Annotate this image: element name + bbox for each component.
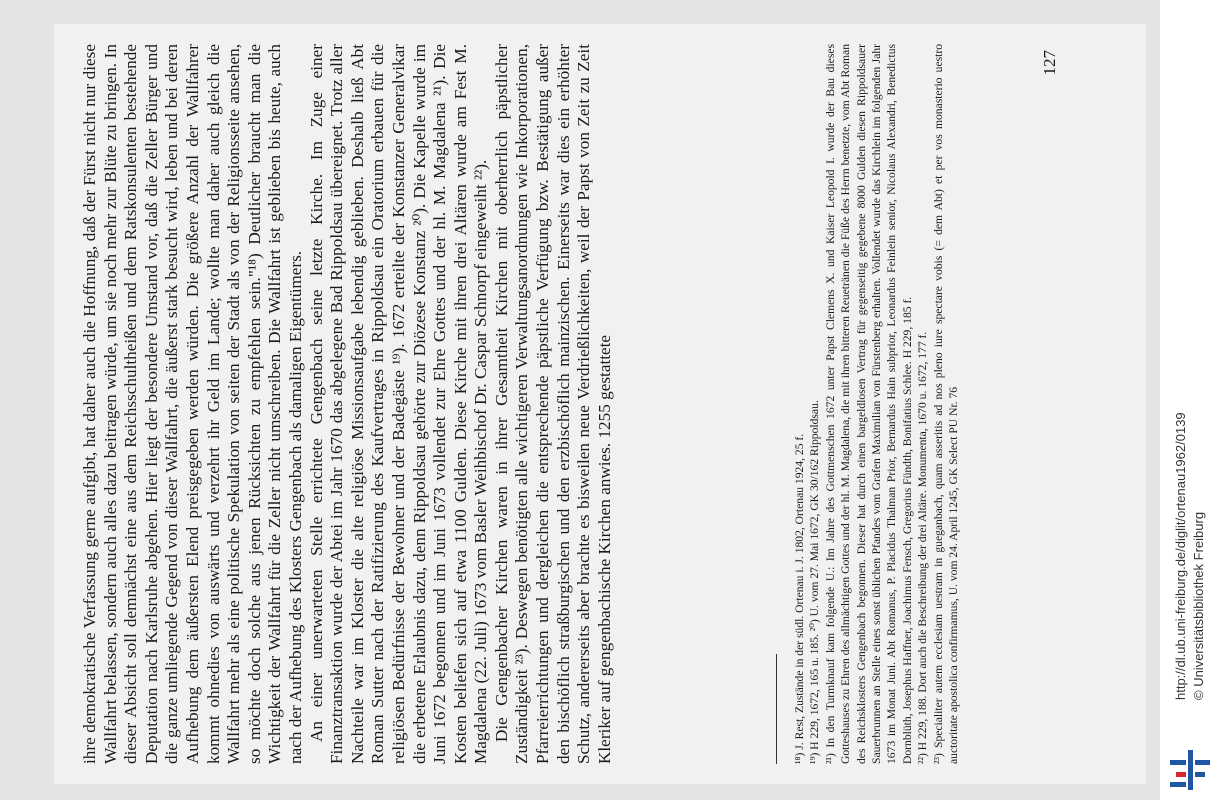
page-number: 127: [1040, 50, 1059, 76]
footnote-21: ²¹) In den Turmknauf kam folgende U.: Im Jahre des Gottmenschen 1672 unter Papst Clemens X. und Kaiser Leopold I. wurde der Bau dieses Gotteshauses zu Ehren des allmächtigen Gottes und der hl. M. Magdalena, die mit ihren bitteren Reuetränen die Füße des Herrn benetzte, vom Abt Roman des Reichsklosters Gengenbach begonnen. Dieser hat durch einen bargeldlosen Vertrag für gegenseitig gegebene 8000 Gulden diesen Rippoldsauer Sauerbrunnen an Stelle eines sonst üblichen Pfandes vom Grafen Maximilian von Fürstenberg erhalten. Vollendet wurde das Kirchlein im folgenden Jahr 1673 im Monat Juni. Abt Romanus, P. Placidus Thalman Prior, Bernardus Hain subprior, Leonardus Feinlein senior, Nicolaus Alexandri, Benedictus Dornblüth, Josephus Haffner, Joachimus Fensch, Gregorius Fündth, Bonifatius Schlee. H 229, 185 f.: [823, 44, 914, 764]
footnotes: [792, 44, 961, 764]
paragraph-1: ihre demokratische Verfassung gerne aufgibt, hat daher auch die Hoffnung, daß der Fürst nicht nur diese Wallfahrt belassen, sondern auch alles dazu beitragen würde, um sie noch mehr zur Blüte zu bringen. In dieser Absicht soll demnächst eine aus dem Reichsschultheißen und dem Ratskonsulenten bestehende Deputation nach Karlsruhe abgehen. Hier liegt der besondere Umstand vor, daß die Zeller Bürger und die ganze umliegende Gegend von dieser Wallfahrt, die äußerst stark besucht wird, leben und bei deren Aufhebung dem äußersten Elend preisgegeben werden würden. Die größere Anzahl der Wallfahrer kommt ohnedies von auswärts und verzehrt ihr Geld im Lande; wollte man daher auch gleich die Wallfahrt mehr als eine politische Spekulation von seiten der Stadt als von der Religionsseite ansehen, so möchte doch solche aus jenen Rücksichten zu empfehlen sein."¹⁸) Deutlicher braucht man die Wichtigkeit der Wallfahrt für die Zeller nicht umschreiben. Die Wallfahrt ist geblieben bis heute, auch nach der Aufhebung des Klosters Gengenbach als damaligen Eigentümers.: [80, 44, 305, 764]
source-url[interactable]: http://dl.ub.uni-freiburg.de/diglit/ortenau1962/0139: [1173, 412, 1188, 700]
sidebar-text: [1172, 10, 1216, 700]
footnote-18: ¹⁸) J. Rest, Zustände in der südl. Ortenau i. J. 1802, Ortenau 1924, 25 f.: [793, 433, 806, 764]
paragraph-3: Die Gengenbacher Kirchen waren in ihrer Gesamtheit Kirchen mit oberherrlich päpstlicher Zuständigkeit ²³). Deswegen benötigten alle wichtigeren Verwaltungsanordnungen wie Inkorporationen, Pfarreierrichtungen und dergleichen die entsprechende päpstliche Verfügung bzw. Bestätigung außer den bischöflich straßburgischen und den erzbischöflich mainzischen. Einerseits war dies ein erhöhter Schutz, andererseits aber brachte es bisweilen neue Verdrießlichkeiten, weil der Papst von Zeit zu Zeit Kleriker auf gengenbachische Kirchen anwies. 1255 gestattete: [491, 44, 614, 764]
footnote-22: ²²) H 229, 188. Dort auch die Beschreibung der drei Altäre. Monumenta, 1670 u. 1672, 177 f.: [916, 331, 930, 764]
footnote-19-20: ¹⁹) H 229, 1672, 165 u. 185. ²⁰) U. vom 27. Mai 1672, GK 30/162 Rippoldsau.: [808, 400, 822, 764]
footnote-23: ²³) Specialiter autem ecclesiam uestram in gueganbach, quam asseritis ad nos pleno iure spectare vobis (= dem Abt) et per vos monasterio uestro auctoritate apostolica confirmamus, U. vom 24. April 1245, GK Select PU Nr. 76: [931, 44, 961, 764]
rotated-page-content: [80, 44, 1120, 764]
body-text: [80, 44, 615, 764]
footnote-divider: [776, 654, 777, 764]
library-sidebar: [1160, 0, 1220, 800]
copyright-notice: © Universitätsbibliothek Freiburg: [1191, 511, 1206, 700]
paragraph-2: An einer unerwarteten Stelle errichtete Gengenbach seine letzte Kirche. Im Zuge einer Finanztransaktion wurde der Abtei im Jahr 1670 das abgelegene Bad Rippoldsau übereignet. Trotz aller Nachteile war im Kloster die alte religiöse Missionsaufgabe lebendig geblieben. Deshalb ließ Abt Roman Sutter nach der Ratifizierung des Kaufvertrages in Rippoldsau ein Oratorium erbauen für die religiösen Bedürfnisse der Bewohner und der Badegäste ¹⁹). 1672 erteilte der Konstanzer Generalvikar die erbetene Erlaubnis dazu, denn Rippoldsau gehörte zur Diözese Konstanz ²⁰). Die Kapelle wurde im Juni 1672 begonnen und im Juni 1673 vollendet zur Ehre Gottes und der hl. M. Magdalena ²¹). Die Kosten beliefen sich auf etwa 1100 Gulden. Diese Kirche mit ihren drei Altären wurde am Fest M. Magdalena (22. Juli) 1673 vom Basler Weihbischof Dr. Caspar Schnorpf eingeweiht ²²).: [306, 44, 491, 764]
book-page: [54, 24, 1146, 784]
university-library-logo-icon: [1168, 748, 1212, 792]
